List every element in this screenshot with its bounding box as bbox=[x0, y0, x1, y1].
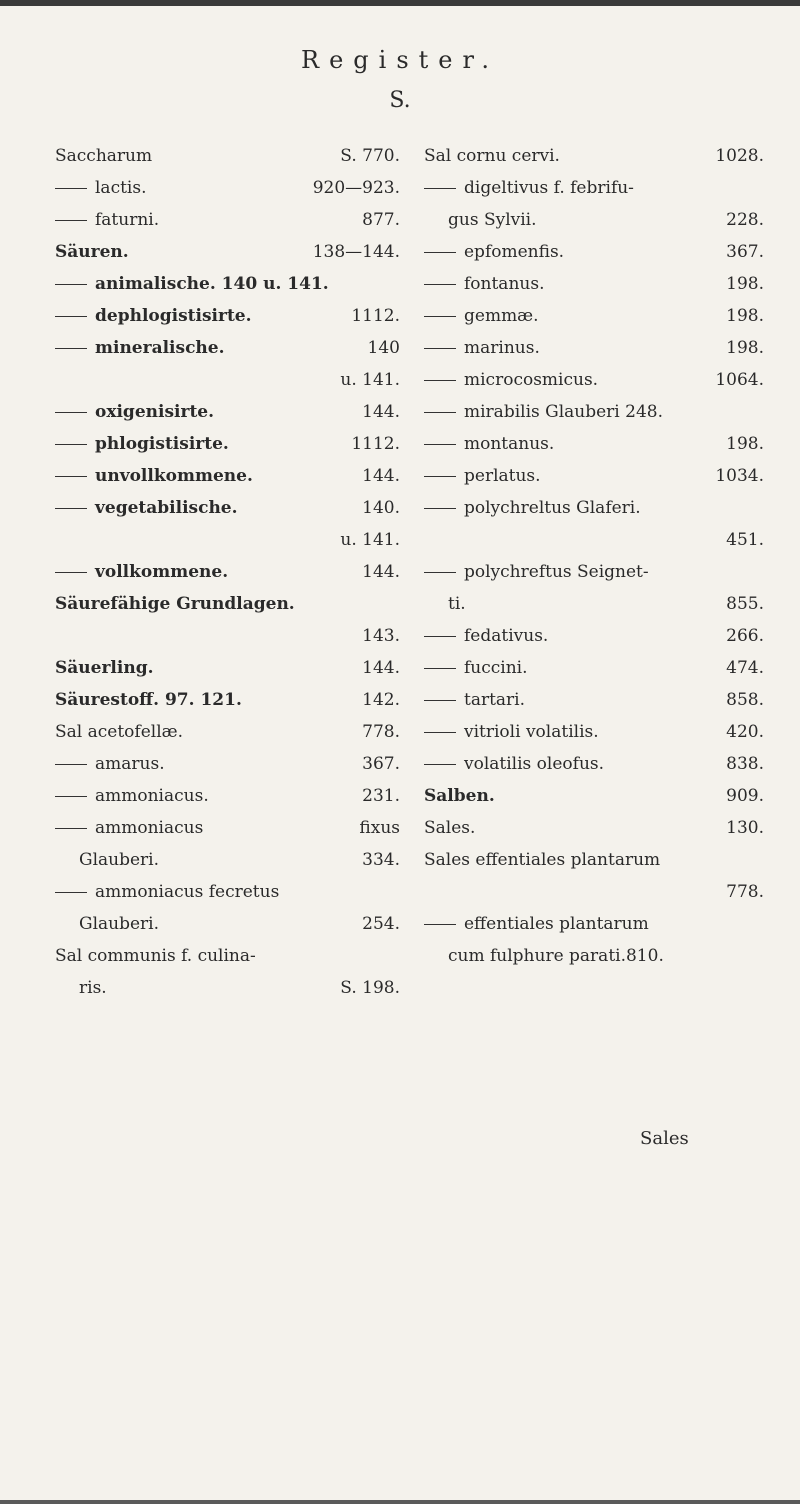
index-entry bbox=[55, 620, 400, 652]
index-entry bbox=[424, 620, 764, 652]
entry-term bbox=[424, 492, 641, 524]
index-entry bbox=[55, 236, 400, 268]
entry-term bbox=[424, 652, 528, 684]
page-number: u. 141. bbox=[340, 370, 400, 390]
index-entry bbox=[55, 364, 400, 396]
entry-term bbox=[424, 716, 599, 748]
ditto-dash bbox=[424, 508, 456, 509]
page-number: 1112. bbox=[351, 434, 400, 454]
index-entry bbox=[55, 908, 400, 940]
ditto-dash bbox=[424, 924, 456, 925]
entry-label: effentiales plantarum bbox=[464, 914, 649, 934]
ditto-dash bbox=[424, 284, 456, 285]
ditto-dash bbox=[55, 476, 87, 477]
page-number: 778. bbox=[362, 722, 400, 742]
ditto-dash bbox=[55, 796, 87, 797]
entry-label: amarus. bbox=[95, 754, 165, 774]
entry-label: Sal acetofellæ. bbox=[55, 722, 184, 742]
entry-term bbox=[55, 684, 242, 716]
entry-label: mirabilis Glauberi 248. bbox=[464, 402, 664, 422]
entry-label: ammoniacus. bbox=[95, 786, 209, 806]
index-entry bbox=[55, 460, 400, 492]
index-entry bbox=[424, 716, 764, 748]
entry-label: epfomenfis. bbox=[464, 242, 565, 262]
entry-label: gus Sylvii. bbox=[448, 210, 537, 230]
entry-term bbox=[55, 588, 295, 620]
index-entry bbox=[424, 140, 764, 172]
entry-term bbox=[424, 172, 634, 204]
page-number: 198. bbox=[726, 306, 764, 326]
entry-term bbox=[424, 140, 560, 172]
entry-label: Sales effentiales plantarum bbox=[424, 850, 661, 870]
index-entry bbox=[55, 140, 400, 172]
index-entry bbox=[424, 684, 764, 716]
ditto-dash bbox=[424, 732, 456, 733]
page-number: 334. bbox=[362, 850, 400, 870]
index-entry bbox=[424, 556, 764, 588]
page-number: fixus bbox=[359, 818, 400, 838]
entry-label: ti. bbox=[448, 594, 466, 614]
page-number: 778. bbox=[726, 882, 764, 902]
index-entry bbox=[55, 876, 400, 908]
entry-term bbox=[55, 492, 238, 524]
entry-term bbox=[424, 620, 548, 652]
index-entry bbox=[424, 204, 764, 236]
index-entry bbox=[424, 812, 764, 844]
page-number: 838. bbox=[726, 754, 764, 774]
index-entry bbox=[55, 652, 400, 684]
index-entry bbox=[424, 780, 764, 812]
entry-term bbox=[55, 748, 165, 780]
ditto-dash bbox=[424, 476, 456, 477]
entry-label: ammoniacus fecretus bbox=[95, 882, 280, 902]
entry-term bbox=[55, 812, 203, 844]
page-number: 877. bbox=[362, 210, 400, 230]
entry-label: perlatus. bbox=[464, 466, 541, 486]
page-number: 451. bbox=[726, 530, 764, 550]
index-entry bbox=[424, 236, 764, 268]
index-entry bbox=[55, 492, 400, 524]
entry-term bbox=[55, 652, 154, 684]
page-number: 367. bbox=[726, 242, 764, 262]
page-number: 855. bbox=[726, 594, 764, 614]
index-entry bbox=[55, 332, 400, 364]
page-number: 198. bbox=[726, 274, 764, 294]
entry-term bbox=[424, 908, 649, 940]
index-entry bbox=[55, 748, 400, 780]
page-number: 138—144. bbox=[312, 242, 400, 262]
entry-term bbox=[424, 748, 604, 780]
page-number: 266. bbox=[726, 626, 764, 646]
ditto-dash bbox=[55, 412, 87, 413]
entry-label: Sal communis f. culina- bbox=[55, 946, 256, 966]
entry-term bbox=[55, 140, 152, 172]
bottom-edge bbox=[0, 1500, 800, 1504]
page-number: 144. bbox=[362, 562, 400, 582]
index-entry bbox=[424, 332, 764, 364]
entry-label: fontanus. bbox=[464, 274, 545, 294]
page-number: 228. bbox=[726, 210, 764, 230]
index-entry bbox=[424, 172, 764, 204]
index-entry bbox=[424, 460, 764, 492]
index-entry bbox=[424, 396, 764, 428]
index-entry bbox=[424, 588, 764, 620]
entry-label: ammoniacus bbox=[95, 818, 204, 838]
entry-term bbox=[55, 396, 214, 428]
index-entry bbox=[55, 684, 400, 716]
entry-label: Säurestoff. 97. 121. bbox=[55, 690, 242, 710]
entry-term bbox=[55, 780, 209, 812]
entry-term bbox=[424, 460, 541, 492]
entry-label: vegetabilische. bbox=[95, 498, 238, 518]
entry-label: microcosmicus. bbox=[464, 370, 599, 390]
entry-term bbox=[55, 332, 225, 364]
index-entry bbox=[55, 428, 400, 460]
page-number: u. 141. bbox=[340, 530, 400, 550]
index-entry bbox=[424, 748, 764, 780]
ditto-dash bbox=[55, 828, 87, 829]
ditto-dash bbox=[424, 444, 456, 445]
index-entry bbox=[424, 908, 764, 940]
entry-label: mineralische. bbox=[95, 338, 225, 358]
entry-label: ris. bbox=[79, 978, 107, 998]
entry-label: Säuren. bbox=[55, 242, 129, 262]
ditto-dash bbox=[55, 348, 87, 349]
entry-term bbox=[448, 588, 466, 620]
entry-term bbox=[55, 716, 183, 748]
page-number: 1028. bbox=[715, 146, 764, 166]
entry-label: fedativus. bbox=[464, 626, 549, 646]
index-entry bbox=[424, 524, 764, 556]
entry-label: tartari. bbox=[464, 690, 526, 710]
entry-term bbox=[55, 940, 256, 972]
page-number: 920—923. bbox=[312, 178, 400, 198]
ditto-dash bbox=[424, 636, 456, 637]
entry-label: oxigenisirte. bbox=[95, 402, 215, 422]
entry-label: Sales. bbox=[424, 818, 476, 838]
entry-label: dephlogistisirte. bbox=[95, 306, 252, 326]
entry-term bbox=[424, 300, 539, 332]
index-entry bbox=[55, 812, 400, 844]
entry-term bbox=[448, 940, 664, 972]
entry-label: Glauberi. bbox=[79, 914, 160, 934]
entry-term bbox=[55, 428, 229, 460]
index-entry bbox=[55, 300, 400, 332]
index-entry bbox=[55, 524, 400, 556]
entry-term bbox=[424, 364, 598, 396]
page-number: 1112. bbox=[351, 306, 400, 326]
index-entry bbox=[55, 172, 400, 204]
entry-label: digeltivus f. febrifu- bbox=[464, 178, 634, 198]
entry-label: lactis. bbox=[95, 178, 147, 198]
ditto-dash bbox=[424, 668, 456, 669]
entry-label: unvollkommene. bbox=[95, 466, 253, 486]
entry-label: Säurefähige Grundlagen. bbox=[55, 594, 295, 614]
entry-term bbox=[448, 204, 537, 236]
page-number: 420. bbox=[726, 722, 764, 742]
entry-term bbox=[55, 268, 329, 300]
ditto-dash bbox=[55, 316, 87, 317]
page-header: Register. bbox=[301, 46, 499, 74]
entry-label: montanus. bbox=[464, 434, 555, 454]
page-number: 909. bbox=[726, 786, 764, 806]
entry-label: polychreltus Glaferi. bbox=[464, 498, 641, 518]
top-edge bbox=[0, 0, 800, 6]
entry-term bbox=[79, 844, 159, 876]
entry-term bbox=[424, 844, 660, 876]
ditto-dash bbox=[424, 380, 456, 381]
entry-label: faturni. bbox=[95, 210, 160, 230]
index-entry bbox=[55, 716, 400, 748]
page-number: 144. bbox=[362, 658, 400, 678]
entry-term bbox=[55, 236, 129, 268]
page-number: 198. bbox=[726, 434, 764, 454]
page-number: 231. bbox=[362, 786, 400, 806]
entry-term bbox=[55, 172, 147, 204]
entry-label: marinus. bbox=[464, 338, 540, 358]
entry-label: animalische. 140 u. 141. bbox=[95, 274, 329, 294]
entry-label: Salben. bbox=[424, 786, 495, 806]
entry-label: Säuerling. bbox=[55, 658, 154, 678]
entry-term bbox=[424, 684, 525, 716]
entry-term bbox=[424, 780, 495, 812]
index-entry bbox=[55, 780, 400, 812]
index-entry bbox=[424, 300, 764, 332]
entry-term bbox=[424, 236, 564, 268]
index-entry bbox=[55, 972, 400, 1004]
entry-term bbox=[79, 908, 159, 940]
ditto-dash bbox=[424, 412, 456, 413]
page-number: 142. bbox=[362, 690, 400, 710]
entry-label: vollkommene. bbox=[95, 562, 229, 582]
page-number: S. 770. bbox=[340, 146, 400, 166]
catchword: Sales bbox=[640, 1128, 689, 1149]
section-letter: S. bbox=[389, 88, 411, 113]
page-number: 144. bbox=[362, 466, 400, 486]
ditto-dash bbox=[55, 764, 87, 765]
ditto-dash bbox=[424, 316, 456, 317]
index-entry bbox=[424, 652, 764, 684]
entry-term bbox=[55, 300, 252, 332]
entry-label: volatilis oleofus. bbox=[464, 754, 605, 774]
page-number: 140. bbox=[362, 498, 400, 518]
entry-term bbox=[55, 876, 279, 908]
ditto-dash bbox=[55, 572, 87, 573]
ditto-dash bbox=[424, 764, 456, 765]
ditto-dash bbox=[424, 188, 456, 189]
ditto-dash bbox=[55, 188, 87, 189]
entry-label: Sal cornu cervi. bbox=[424, 146, 560, 166]
ditto-dash bbox=[424, 572, 456, 573]
right-column bbox=[424, 140, 764, 972]
index-entry bbox=[55, 204, 400, 236]
entry-term bbox=[55, 204, 159, 236]
index-entry bbox=[55, 268, 400, 300]
entry-label: Glauberi. bbox=[79, 850, 160, 870]
ditto-dash bbox=[424, 252, 456, 253]
index-entry bbox=[424, 428, 764, 460]
entry-label: Saccharum bbox=[55, 146, 153, 166]
index-entry bbox=[424, 492, 764, 524]
index-entry bbox=[424, 876, 764, 908]
index-entry bbox=[424, 364, 764, 396]
entry-term bbox=[424, 556, 649, 588]
ditto-dash bbox=[55, 220, 87, 221]
index-entry bbox=[55, 940, 400, 972]
entry-term bbox=[79, 972, 107, 1004]
ditto-dash bbox=[55, 892, 87, 893]
index-entry bbox=[424, 940, 764, 972]
entry-term bbox=[424, 428, 554, 460]
entry-term bbox=[55, 460, 253, 492]
ditto-dash bbox=[55, 508, 87, 509]
entry-term bbox=[424, 812, 475, 844]
ditto-dash bbox=[55, 444, 87, 445]
entry-label: gemmæ. bbox=[464, 306, 539, 326]
ditto-dash bbox=[424, 348, 456, 349]
index-entry bbox=[55, 396, 400, 428]
entry-label: polychreftus Seignet- bbox=[464, 562, 649, 582]
page-number: 858. bbox=[726, 690, 764, 710]
index-entry bbox=[424, 268, 764, 300]
entry-term bbox=[424, 332, 540, 364]
index-entry bbox=[55, 556, 400, 588]
index-entry bbox=[55, 844, 400, 876]
page-number: 367. bbox=[362, 754, 400, 774]
entry-term bbox=[424, 396, 663, 428]
page-number: 1064. bbox=[715, 370, 764, 390]
entry-term bbox=[55, 556, 228, 588]
index-entry bbox=[424, 844, 764, 876]
page-number: S. 198. bbox=[340, 978, 400, 998]
page-number: 140 bbox=[367, 338, 400, 358]
ditto-dash bbox=[55, 284, 87, 285]
entry-term bbox=[424, 268, 544, 300]
page-number: 144. bbox=[362, 402, 400, 422]
left-column bbox=[55, 140, 400, 1004]
page-number: 130. bbox=[726, 818, 764, 838]
entry-label: vitrioli volatilis. bbox=[464, 722, 599, 742]
entry-label: fuccini. bbox=[464, 658, 528, 678]
entry-label: cum fulphure parati.810. bbox=[448, 946, 664, 966]
page-number: 143. bbox=[362, 626, 400, 646]
page-number: 198. bbox=[726, 338, 764, 358]
ditto-dash bbox=[424, 700, 456, 701]
index-entry bbox=[55, 588, 400, 620]
page-number: 254. bbox=[362, 914, 400, 934]
page-number: 474. bbox=[726, 658, 764, 678]
entry-label: phlogistisirte. bbox=[95, 434, 229, 454]
page-number: 1034. bbox=[715, 466, 764, 486]
